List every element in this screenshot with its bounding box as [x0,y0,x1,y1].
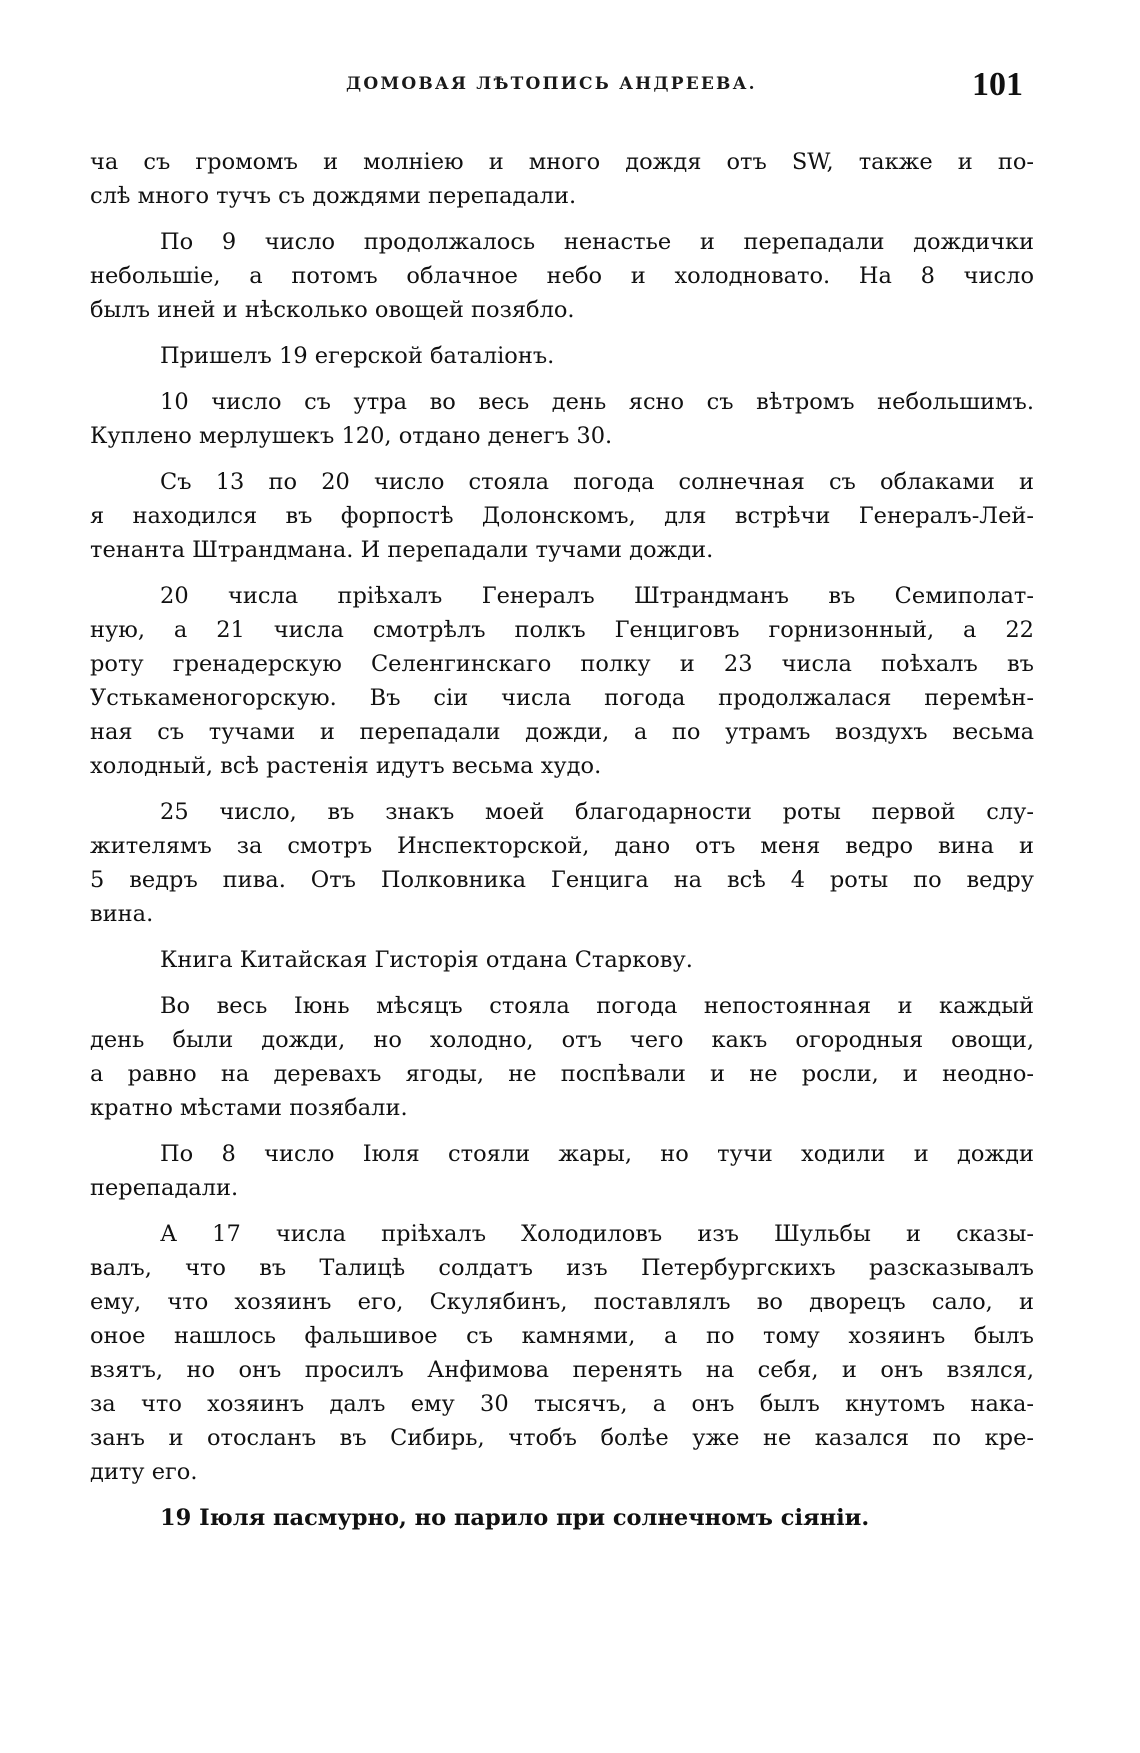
running-title: ДОМОВАЯ ЛѢТОПИСЬ АНДРЕЕВА. [346,74,757,94]
text-line: По 8 число Іюля стояли жары, но тучи ходили и дожди [160,1141,1034,1167]
text-line: за что хозяинъ далъ ему 30 тысячъ, а онъ былъ кнутомъ нака- [90,1391,1034,1417]
page-body [90,145,1034,1535]
paragraph [90,943,1034,977]
text-line: взятъ, но онъ просилъ Анфимова перенять на себя, и онъ взялся, [90,1357,1034,1383]
text-line: тенанта Штрандмана. И перепадали тучами дожди. [90,537,714,563]
text-line: ча съ громомъ и молніею и много дождя отъ SW, также и по- [90,149,1034,175]
text-line: холодный, всѣ растенія идутъ весьма худо. [90,753,602,779]
text-line: жителямъ за смотръ Инспекторской, дано отъ меня ведро вина и [90,833,1034,859]
text-line: былъ иней и нѣсколько овощей позябло. [90,297,575,323]
page-number: 101 [972,66,1023,103]
paragraph [90,579,1034,783]
text-line: валъ, что въ Талицѣ солдатъ изъ Петербургскихъ разсказывалъ [90,1255,1034,1281]
text-line: 25 число, въ знакъ моей благодарности роты первой слу- [160,799,1034,825]
text-line: оное нашлось фальшивое съ камнями, а по тому хозяинъ былъ [90,1323,1034,1349]
text-line: Пришелъ 19 егерской баталіонъ. [160,343,555,369]
text-line: Во весь Іюнь мѣсяцъ стояла погода непостоянная и каждый [160,993,1034,1019]
text-line: я находился въ форпостѣ Долонскомъ, для встрѣчи Генералъ-Лей- [90,503,1034,529]
text-line: а равно на деревахъ ягоды, не поспѣвали и не росли, и неодно- [90,1061,1034,1087]
text-line: занъ и отосланъ въ Сибирь, чтобъ болѣе уже не казался по кре- [90,1425,1034,1451]
text-line: день были дожди, но холодно, отъ чего какъ огородныя овощи, [90,1027,1034,1053]
text-line: Книга Китайская Гисторія отдана Старкову. [160,947,693,973]
text-line: слѣ много тучъ съ дождями перепадали. [90,183,577,209]
text-line: ная съ тучами и перепадали дожди, а по утрамъ воздухъ весьма [90,719,1034,745]
paragraph [90,1137,1034,1205]
paragraph [90,795,1034,931]
text-line: роту гренадерскую Селенгинскаго полку и 23 числа поѣхалъ въ [90,651,1034,677]
paragraph [90,465,1034,567]
paragraph [90,1217,1034,1489]
text-line: кратно мѣстами позябали. [90,1095,408,1121]
paragraph [90,339,1034,373]
text-line: А 17 числа пріѣхалъ Холодиловъ изъ Шульбы и сказы- [160,1221,1034,1247]
paragraph [90,1501,1034,1535]
text-line: По 9 число продолжалось ненастье и перепадали дождички [160,229,1034,255]
text-line: 10 число съ утра во весь день ясно съ вѣтромъ небольшимъ. [160,389,1034,415]
text-line: перепадали. [90,1175,239,1201]
text-line: Устькаменогорскую. Въ сіи числа погода продолжалася перемѣн- [90,685,1034,711]
text-line: Съ 13 по 20 число стояла погода солнечная съ облаками и [160,469,1034,495]
paragraph [90,145,1034,213]
paragraph [90,989,1034,1125]
text-line: ему, что хозяинъ его, Скулябинъ, поставлялъ во дворецъ сало, и [90,1289,1034,1315]
text-line: небольшіе, а потомъ облачное небо и холодновато. На 8 число [90,263,1034,289]
paragraph [90,385,1034,453]
text-line: 19 Іюля пасмурно, но парило при солнечномъ сіяніи. [160,1505,870,1531]
text-line: вина. [90,901,154,927]
text-line: Куплено мерлушекъ 120, отдано денегъ 30. [90,423,613,449]
paragraph [90,225,1034,327]
text-line: диту его. [90,1459,198,1485]
text-line: 20 числа пріѣхалъ Генералъ Штрандманъ въ Семиполат- [160,583,1034,609]
text-line: ную, а 21 числа смотрѣлъ полкъ Генциговъ горнизонный, а 22 [90,617,1034,643]
text-line: 5 ведръ пива. Отъ Полковника Генцига на всѣ 4 роты по ведру [90,867,1034,893]
